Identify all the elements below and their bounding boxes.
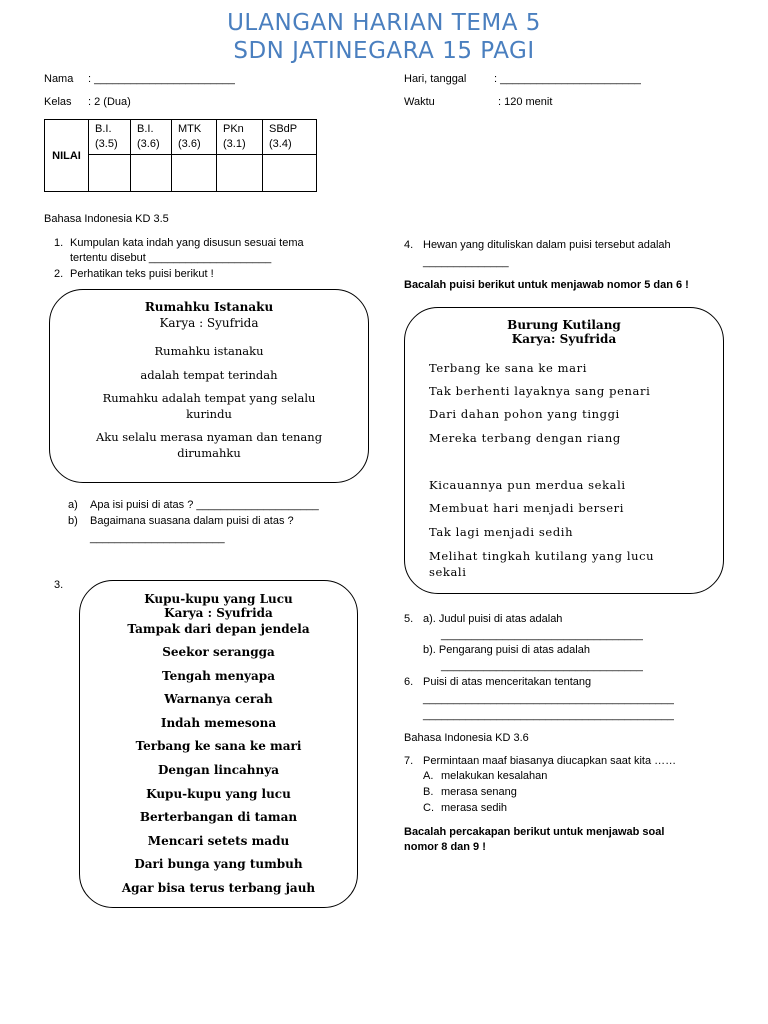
poem-line: Kicauannya pun merdua sekali bbox=[429, 478, 626, 492]
question-2a: Apa isi puisi di atas ? ____________________ bbox=[90, 499, 319, 511]
option-label: A. bbox=[423, 770, 434, 782]
nilai-col-header: B.I. (3.5) bbox=[89, 120, 131, 155]
poem-line: Tampak dari depan jendela bbox=[127, 622, 310, 636]
question-number: 1. bbox=[54, 237, 64, 249]
section-heading: Bahasa Indonesia KD 3.5 bbox=[44, 213, 169, 225]
poem-box-rumahku bbox=[49, 289, 369, 483]
nama-label: Nama bbox=[44, 73, 74, 85]
poem-box-burung-kutilang bbox=[404, 307, 724, 594]
nilai-col-header: MTK (3.6) bbox=[172, 120, 217, 155]
poem-line: Kupu-kupu yang lucu bbox=[146, 787, 291, 801]
question-5a: a). Judul puisi di atas adalah bbox=[423, 613, 563, 625]
option-label: B. bbox=[423, 786, 434, 798]
question-number: 5. bbox=[404, 613, 414, 625]
answer-blank[interactable]: _________________________________________ bbox=[423, 709, 674, 721]
nilai-score-cell[interactable] bbox=[172, 155, 217, 192]
poem-line: sekali bbox=[429, 565, 467, 579]
poem-line: Dari bunga yang tumbuh bbox=[134, 857, 303, 871]
poem-line: Dengan lincahnya bbox=[158, 763, 279, 777]
read-instruction: Bacalah percakapan berikut untuk menjawab soal nomor 8 dan 9 ! bbox=[404, 826, 665, 853]
poem-title: Rumahku Istanaku bbox=[144, 300, 274, 314]
kelas-value: : 2 (Dua) bbox=[88, 96, 131, 108]
poem-line: dirumahku bbox=[177, 446, 241, 460]
poem-line: Tak berhenti layaknya sang penari bbox=[429, 384, 651, 398]
hari-label: Hari, tanggal bbox=[404, 73, 467, 85]
question-6: Puisi di atas menceritakan tentang bbox=[423, 676, 592, 688]
poem-line: Tengah menyapa bbox=[162, 669, 275, 683]
poem-line: Melihat tingkah kutilang yang lucu bbox=[429, 549, 655, 563]
page-title: ULANGAN HARIAN TEMA 5 bbox=[227, 10, 541, 36]
question-number: 3. bbox=[54, 579, 64, 591]
answer-blank[interactable]: ______________ bbox=[423, 256, 509, 268]
question-number: 7. bbox=[404, 755, 414, 767]
poem-line: Indah memesona bbox=[160, 716, 277, 730]
nilai-table bbox=[44, 119, 317, 192]
poem-line: Mencari setets madu bbox=[147, 834, 290, 848]
poem-line: kurindu bbox=[186, 407, 232, 421]
option-b[interactable]: merasa senang bbox=[441, 786, 517, 798]
nilai-score-cell[interactable] bbox=[263, 155, 317, 192]
question-number: 6. bbox=[404, 676, 414, 688]
poem-line: Rumahku istanaku bbox=[154, 344, 264, 358]
poem-line: Tak lagi menjadi sedih bbox=[429, 525, 574, 539]
poem-line: Terbang ke sana ke mari bbox=[429, 361, 587, 375]
poem-author: Karya: Syufrida bbox=[511, 332, 617, 346]
question-5b: b). Pengarang puisi di atas adalah bbox=[423, 644, 590, 656]
poem-line: Terbang ke sana ke mari bbox=[135, 739, 302, 753]
waktu-value: : 120 menit bbox=[498, 96, 553, 108]
poem-line: Warnanya cerah bbox=[164, 692, 273, 706]
nilai-label: NILAI bbox=[45, 120, 89, 192]
poem-line: Dari dahan pohon yang tinggi bbox=[429, 407, 620, 421]
option-c[interactable]: merasa sedih bbox=[441, 802, 508, 814]
poem-box-kupu-kupu bbox=[79, 580, 358, 908]
hari-field[interactable]: : _______________________ bbox=[494, 73, 641, 85]
nilai-score-cell[interactable] bbox=[89, 155, 131, 192]
poem-author: Karya : Syufrida bbox=[164, 606, 273, 620]
poem-line: Mereka terbang dengan riang bbox=[429, 431, 621, 445]
answer-blank[interactable]: _________________________________ bbox=[441, 629, 643, 641]
poem-line: Agar bisa terus terbang jauh bbox=[121, 881, 316, 895]
poem-author: Karya : Syufrida bbox=[159, 316, 259, 330]
question-1: Kumpulan kata indah yang disusun sesuai tema tertentu disebut ____________________ bbox=[70, 237, 304, 264]
option-label: C. bbox=[423, 802, 434, 814]
poem-line: Rumahku adalah tempat yang selalu bbox=[102, 391, 316, 405]
read-instruction: Bacalah puisi berikut untuk menjawab nomor 5 dan 6 ! bbox=[404, 279, 689, 291]
question-2: Perhatikan teks puisi berikut ! bbox=[70, 268, 214, 280]
poem-line: adalah tempat terindah bbox=[140, 368, 278, 382]
question-number: 4. bbox=[404, 239, 414, 251]
waktu-label: Waktu bbox=[404, 96, 435, 108]
sub-label: b) bbox=[68, 515, 78, 527]
question-number: 2. bbox=[54, 268, 64, 280]
nilai-col-header: PKn (3.1) bbox=[217, 120, 263, 155]
poem-line: Seekor serangga bbox=[162, 645, 275, 659]
poem-line: Berterbangan di taman bbox=[139, 810, 298, 824]
option-a[interactable]: melakukan kesalahan bbox=[441, 770, 548, 782]
nilai-score-cell[interactable] bbox=[131, 155, 172, 192]
kelas-label: Kelas bbox=[44, 96, 72, 108]
nama-field[interactable]: : _______________________ bbox=[88, 73, 235, 85]
sub-label: a) bbox=[68, 499, 78, 511]
poem-line: Membuat hari menjadi berseri bbox=[429, 501, 625, 515]
nilai-score-cell[interactable] bbox=[217, 155, 263, 192]
nilai-col-header: SBdP (3.4) bbox=[263, 120, 317, 155]
nilai-col-header: B.I. (3.6) bbox=[131, 120, 172, 155]
answer-blank[interactable]: ______________________ bbox=[90, 532, 225, 544]
answer-blank[interactable]: _________________________________ bbox=[441, 660, 643, 672]
section-heading: Bahasa Indonesia KD 3.6 bbox=[404, 732, 529, 744]
school-name: SDN JATINEGARA 15 PAGI bbox=[233, 38, 535, 64]
question-2b: Bagaimana suasana dalam puisi di atas ? bbox=[90, 515, 294, 527]
poem-line: Aku selalu merasa nyaman dan tenang bbox=[95, 430, 323, 444]
answer-blank[interactable]: _________________________________________ bbox=[423, 693, 674, 705]
poem-title: Burung Kutilang bbox=[507, 318, 621, 332]
question-7: Permintaan maaf biasanya diucapkan saat kita …… bbox=[423, 755, 677, 767]
poem-title: Kupu-kupu yang Lucu bbox=[144, 592, 293, 606]
question-4: Hewan yang dituliskan dalam puisi tersebut adalah bbox=[423, 239, 671, 251]
